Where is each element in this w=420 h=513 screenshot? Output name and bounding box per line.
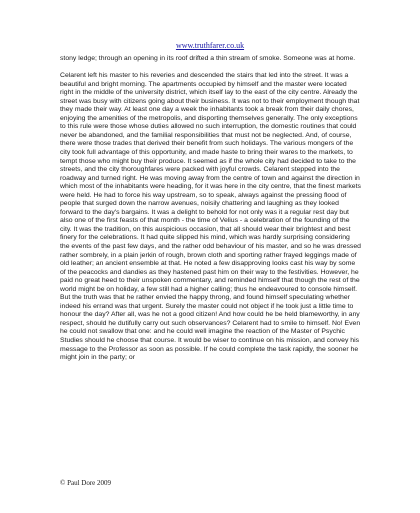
story-text	[60, 55, 361, 363]
website-link[interactable]: www.truthfarer.co.uk	[175, 41, 245, 50]
paragraph-main: Celarent left his master to his reveries and descended the stairs that led into the street. It was a beautiful and bright morning. The apartments occupied by himself and the master were located right in the middle of the university district, which itself lay to the east of the city centre. Already the street was busy with citizens going about their business. It was not to their employment though that they made their way. At least one day a week the inhabitants took a break from their daily chores, enjoying the amenities of the metropolis, and disporting themselves generally. The only exceptions to this rule were those whose duties allowed no such interruption, the domestic routines that could never be abandoned, and the familial responsibilities that must not be neglected. And, of course, there were those trades that derived their benefit from such holidays. The various mongers of the city took full advantage of this opportunity, and made haste to bring their wares to the markets, to tempt those who might buy their produce. It seemed as if the whole city had decided to take to the streets, and the city thoroughfares were packed with joyful crowds. Celarent stepped into the roadway and turned right. He was moving away from the centre of town and against the direction in which most of the inhabitants were heading, for it was here in the city centre, that the finest markets were held. He had to force his way upstream, so to speak, always against the pressing flood of people that surged down the narrow avenues, noisily chattering and laughing as they looked forward to the day's bargains. It was a delight to behold for not only was it a regular rest day but also one of the first feasts of that month - the time of Velius - a celebration of the founding of the city. It was the tradition, on this auspicious occasion, that all should wear their brightest and best finery for the celebrations. It had quite slipped his mind, which was hardly surprising considering the events of the past few days, and the rather odd behaviour of his master, and so he was dressed rather sombrely, in a plain jerkin of rough, brown cloth and sporting rather frayed leggings made of old leather; an ancient ensemble at that. He noted a few disapproving looks cast his way by some of the peacocks and dandies as they hastened past him on their way to the festivities. However, he paid no great heed to their unspoken commentary, and reminded himself that though the rest of the world might be on holiday, a few still had a higher calling; thus he endeavoured to console himself. But the truth was that he rather envied the happy throng, and found himself speculating whether indeed his errand was that urgent. Surely the master could not object if he took just a little time to honour the day? After all, was he not a good citizen! And how could he be held blameworthy, in any respect, should he dutifully carry out such observances? Celarent had to smile to himself. No! Even he could not swallow that one: and he could well imagine the reaction of the Master of Psychic Studies should he choose that course. It would be wiser to continue on his mission, and convey his message to the Professor as soon as possible. If he could complete the task rapidly, the sooner he might join in the party; or	[60, 72, 361, 362]
copyright-footer: © Paul Dore 2009	[60, 479, 112, 487]
paragraph-continuation: stony ledge; through an opening in its roof drifted a thin stream of smoke. Someone was at home.	[60, 55, 356, 62]
